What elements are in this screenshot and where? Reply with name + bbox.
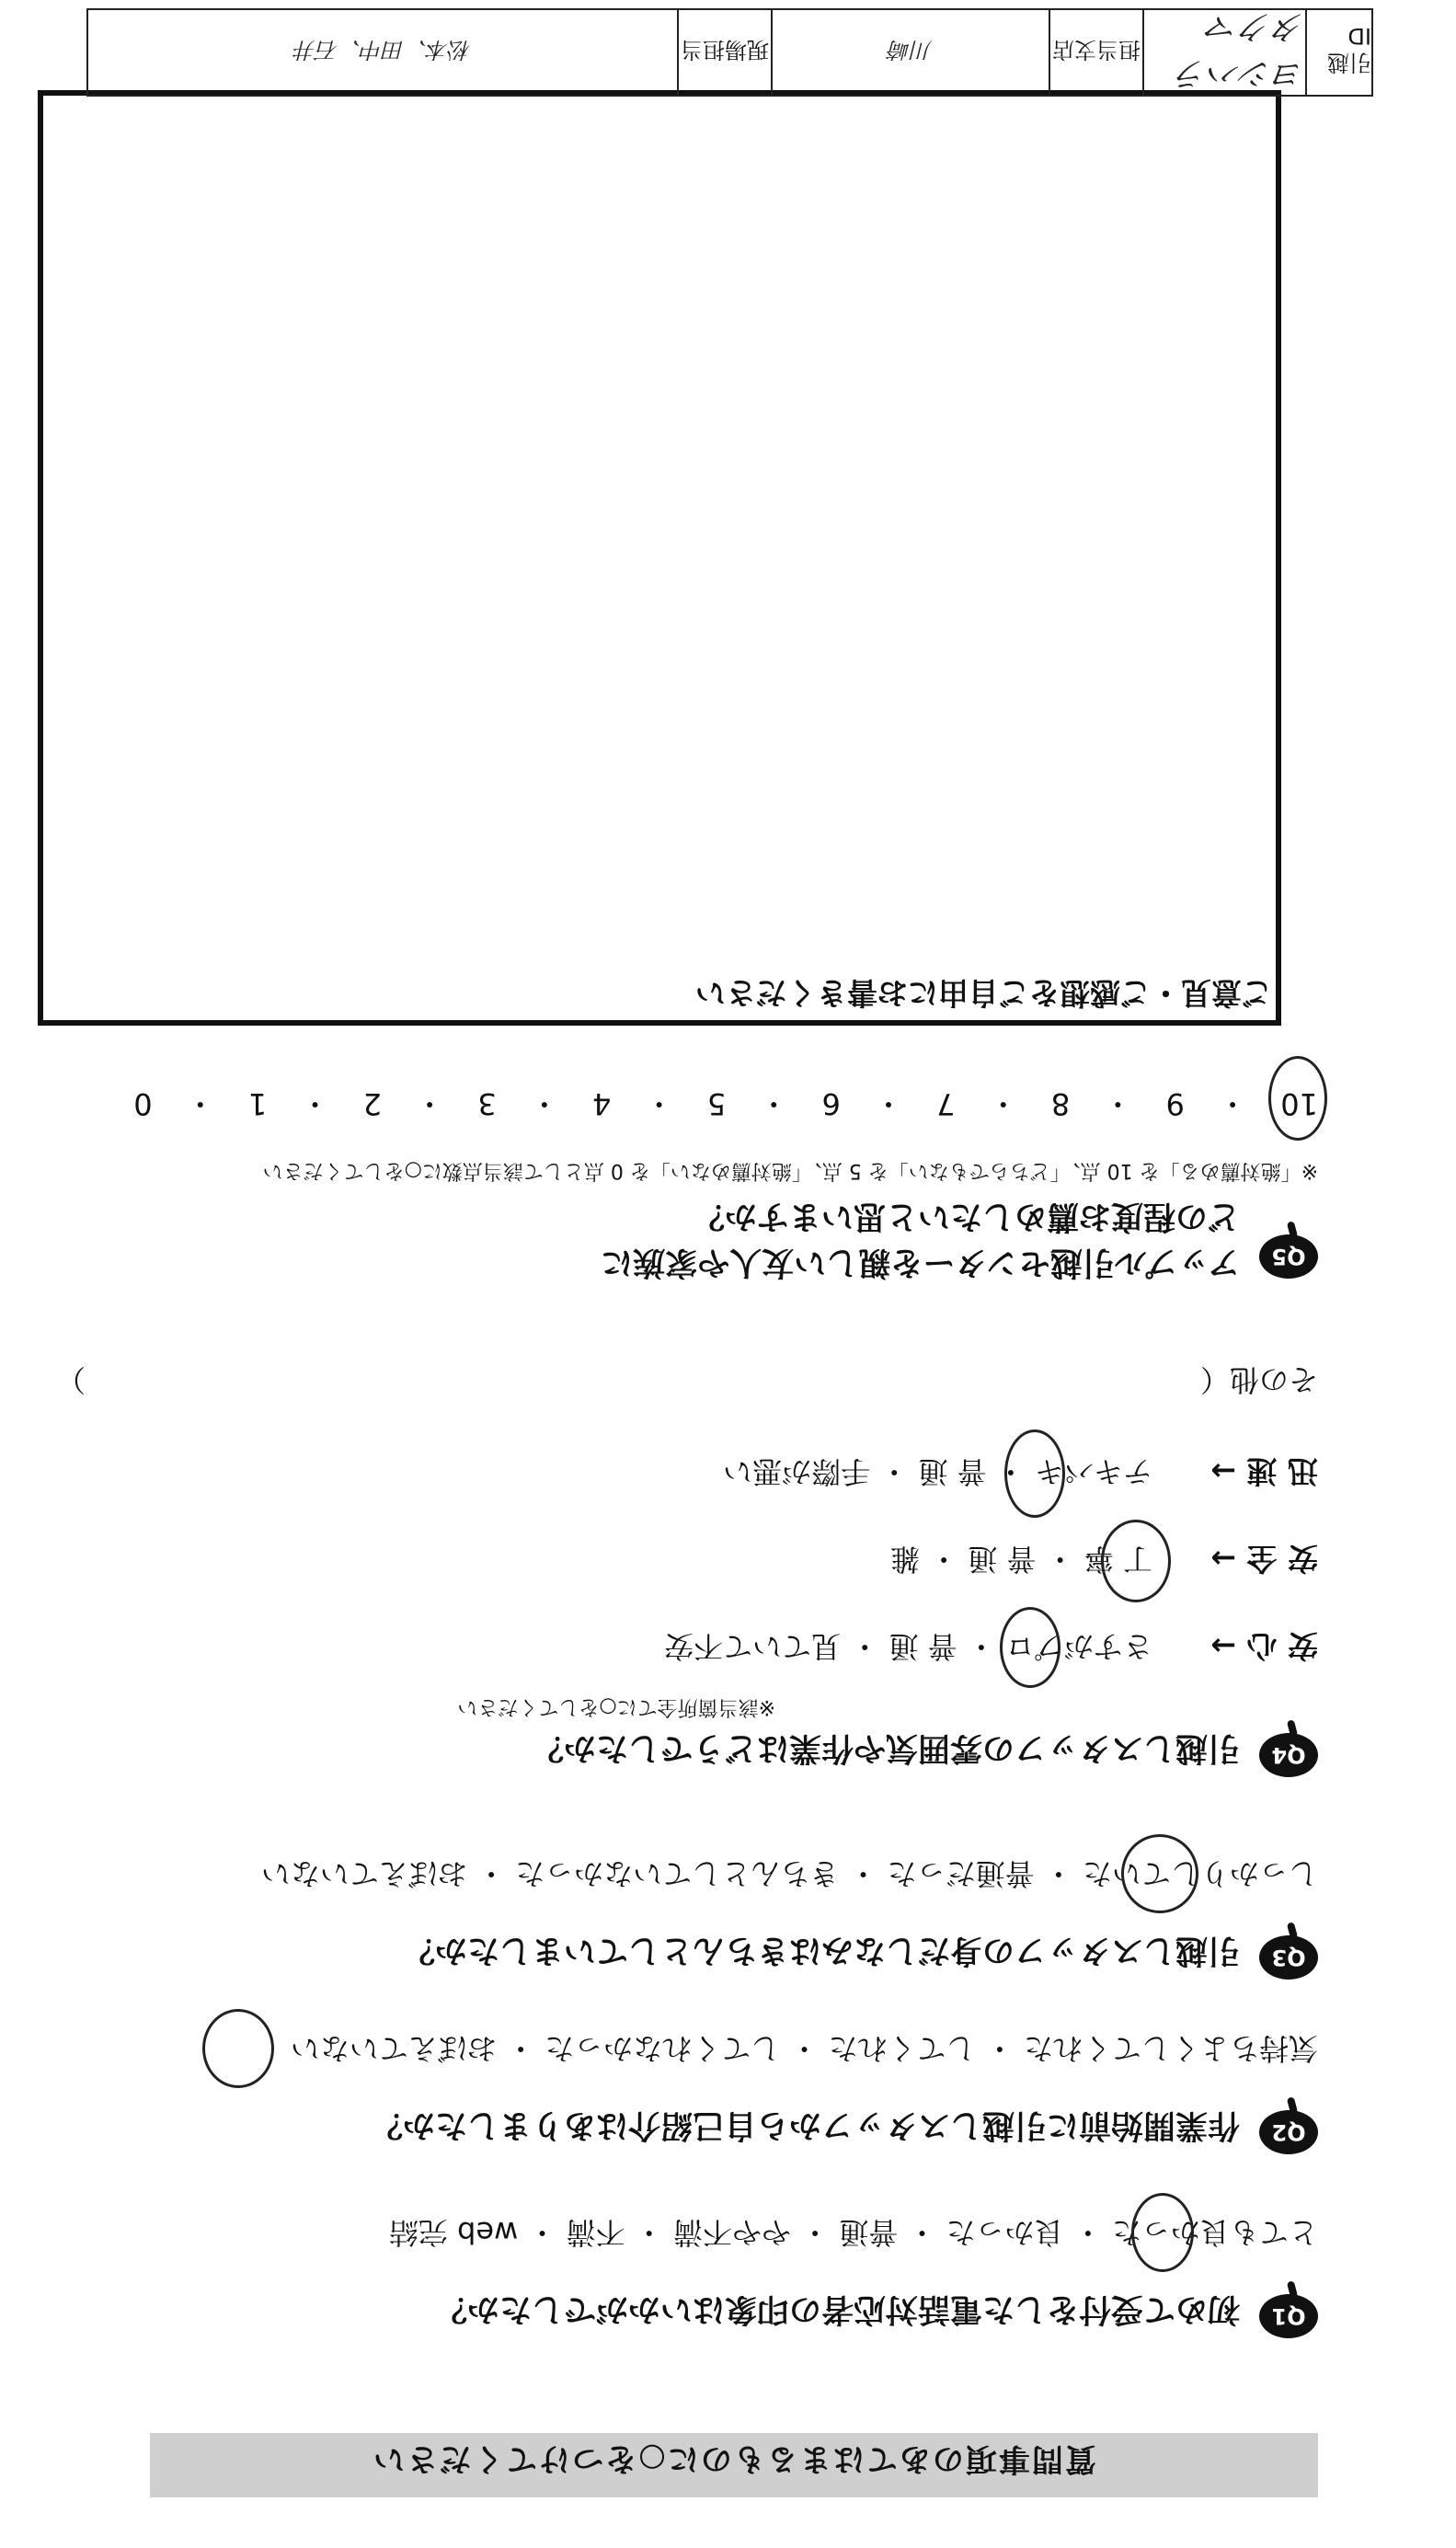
q4-row-anshin-options: さすがプロ ・ 普 通 ・ 見ていて不安: [664, 1629, 1152, 1664]
branch-value: 川崎: [771, 10, 1049, 95]
q2-badge-icon: Q2: [1259, 2110, 1318, 2154]
q3-answer-circle: [1121, 1834, 1198, 1913]
q4-badge-icon: Q4: [1259, 1733, 1318, 1777]
comment-box: [38, 90, 1281, 1026]
q4-title: 引越しスタッフの雰囲気や作業はどうでしたか？: [531, 1729, 1240, 1766]
staff-label: 現場担当: [677, 10, 771, 95]
q5-note: ※「絶対薦める」を 10 点、「どちらでもない」を 5 点、「絶対薦めない」を 0 点として該当点数に○をしてください: [262, 1159, 1318, 1182]
instruction-text: 質問事項のあてはまるものに○をつけてください: [372, 2440, 1096, 2477]
q5-scale: 10 ・ 9 ・ 8 ・ 7 ・ 6 ・ 5 ・ 4 ・ 3 ・ 2 ・ 1 ・ 0: [133, 1086, 1318, 1121]
q5-title-line2: どの程度お薦めしたいと思いますか？: [692, 1198, 1240, 1234]
q1-answer-circle: [1131, 2193, 1194, 2272]
q3-title: 引越しスタッフの身だしなみはきちんとしていましたか？: [402, 1932, 1240, 1968]
id-label: 引越 ID: [1305, 10, 1371, 95]
id-value: ヨシハラタクマ: [1142, 10, 1305, 95]
q1-options: とても良かった ・ 良かった ・ 普通 ・ やや不満 ・ 不満 ・ web 完結: [388, 2215, 1318, 2250]
q3-options: しっかりしていた ・ 普通だった ・ きちんとしていなかった ・ おぼえていない: [260, 1856, 1318, 1891]
q5-answer-circle: [1268, 1056, 1327, 1141]
q4-other-label: その他（: [1199, 1362, 1318, 1397]
q3-badge-icon: Q3: [1259, 1935, 1318, 1980]
q4-row-jinsoku-label: 迅 速 →: [1210, 1453, 1318, 1489]
q1-badge-icon: Q1: [1259, 2294, 1318, 2338]
id-table: [86, 8, 1373, 97]
q4-anshin-answer-circle: [1000, 1607, 1060, 1688]
q4-row-anshin-label: 安 心 →: [1210, 1628, 1318, 1664]
branch-label: 担当支店: [1049, 10, 1142, 95]
q5-title-line1: アップル引越センターを親しい友人や家族に: [601, 1244, 1240, 1280]
q4-row-anzen-label: 安 全 →: [1210, 1541, 1318, 1577]
instruction-header: [150, 2433, 1318, 2497]
q4-row-anzen-options: 丁 寧 ・ 普 通 ・ 雑: [889, 1542, 1152, 1577]
q4-anzen-answer-circle: [1101, 1520, 1171, 1602]
q2-answer-circle: [202, 2009, 274, 2088]
comment-box-title: ご意見・ご感想をご自由にお書きください: [695, 975, 1272, 1011]
q2-options: 気持ちよくしてくれた ・ してくれた ・ してくれなかった ・ おぼえていない: [290, 2031, 1318, 2066]
staff-value: 松本、田中、石井: [294, 37, 471, 63]
q4-note: ※該当箇所全てに○をしてください: [457, 1695, 775, 1718]
q4-jinsoku-answer-circle: [1004, 1429, 1065, 1518]
q4-row-jinsoku-options: テキパキ ・ 普 通 ・ 手際が悪い: [723, 1454, 1152, 1489]
q1-title: 初めて受付をした電話対応者の印象はいかがでしたか？: [434, 2290, 1240, 2327]
q5-badge-icon: Q5: [1259, 1234, 1318, 1279]
q2-title: 作業開始前に引越しスタッフから自己紹介はありましたか？: [370, 2106, 1240, 2143]
q4-other-close: ）: [55, 1362, 86, 1397]
